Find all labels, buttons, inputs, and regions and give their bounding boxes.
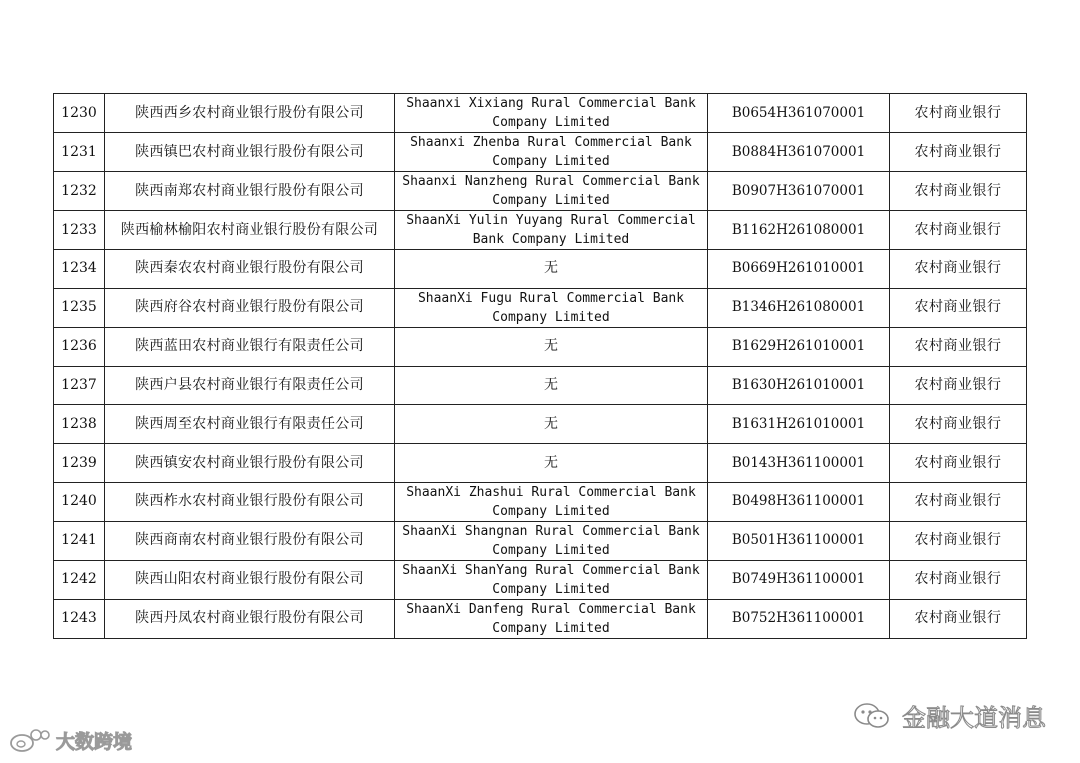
institution-type-cell: 农村商业银行 — [890, 133, 1027, 172]
english-name-line: Company Limited — [492, 309, 610, 325]
table-row — [54, 172, 1027, 211]
english-name-cell — [395, 327, 708, 366]
english-name-line: Bank Company Limited — [472, 232, 630, 247]
institution-type-cell: 农村商业银行 — [890, 327, 1027, 366]
chinese-name-cell: 陕西秦农农村商业银行股份有限公司 — [105, 250, 395, 289]
institution-code-cell: B0907H361070001 — [708, 172, 890, 211]
table-row — [54, 599, 1027, 638]
institution-code-cell: B0752H361100001 — [708, 599, 890, 638]
english-name-cell — [395, 172, 708, 211]
table-row — [54, 288, 1027, 327]
serial-number-cell: 1239 — [54, 444, 105, 483]
english-name-line: Shaanxi Nanzheng Rural Commercial Bank — [402, 174, 700, 189]
english-name-line: Shaanxi Xixiang Rural Commercial Bank — [406, 96, 696, 111]
serial-number-cell: 1230 — [54, 94, 105, 133]
english-name-line: 无 — [544, 415, 558, 432]
institution-code-cell: B1630H261010001 — [708, 366, 890, 405]
english-name-cell — [395, 405, 708, 444]
english-name-line: Company Limited — [492, 581, 610, 597]
table-row — [54, 366, 1027, 405]
chinese-name-cell: 陕西户县农村商业银行有限责任公司 — [105, 366, 395, 405]
chinese-name-cell: 陕西榆林榆阳农村商业银行股份有限公司 — [105, 211, 395, 250]
english-name-line: ShaanXi Fugu Rural Commercial Bank — [417, 290, 685, 306]
serial-number-cell: 1241 — [54, 521, 105, 560]
institution-code-cell: B1162H261080001 — [708, 211, 890, 250]
english-name-cell — [395, 211, 708, 250]
chinese-name-cell: 陕西周至农村商业银行有限责任公司 — [105, 405, 395, 444]
institution-code-cell: B0654H361070001 — [708, 94, 890, 133]
institution-type-cell: 农村商业银行 — [890, 560, 1027, 599]
english-name-cell — [395, 560, 708, 599]
institution-type-cell: 农村商业银行 — [890, 172, 1027, 211]
institution-code-cell: B0669H261010001 — [708, 250, 890, 289]
chinese-name-cell: 陕西柞水农村商业银行股份有限公司 — [105, 482, 395, 521]
institution-code-cell: B0143H361100001 — [708, 444, 890, 483]
wechat-icon — [852, 701, 892, 731]
serial-number-cell: 1237 — [54, 366, 105, 405]
chinese-name-cell: 陕西镇安农村商业银行股份有限公司 — [105, 444, 395, 483]
institution-code-cell: B0749H361100001 — [708, 560, 890, 599]
institution-type-cell: 农村商业银行 — [890, 405, 1027, 444]
serial-number-cell: 1236 — [54, 327, 105, 366]
english-name-line: ShaanXi Yulin Yuyang Rural Commercial — [406, 213, 696, 228]
english-name-line: Company Limited — [492, 154, 610, 169]
table-body — [54, 94, 1027, 639]
weibo-icon — [8, 726, 50, 754]
english-name-line: Company Limited — [492, 542, 610, 558]
chinese-name-cell: 陕西蓝田农村商业银行有限责任公司 — [105, 327, 395, 366]
chinese-name-cell: 陕西丹凤农村商业银行股份有限公司 — [105, 599, 395, 638]
english-name-line: 无 — [544, 260, 558, 277]
serial-number-cell: 1231 — [54, 133, 105, 172]
serial-number-cell: 1242 — [54, 560, 105, 599]
institution-type-cell: 农村商业银行 — [890, 250, 1027, 289]
english-name-cell — [395, 288, 708, 327]
english-name-line: ShaanXi Danfeng Rural Commercial Bank — [406, 601, 696, 617]
watermark-right — [852, 698, 1046, 733]
chinese-name-cell: 陕西镇巴农村商业银行股份有限公司 — [105, 133, 395, 172]
serial-number-cell: 1240 — [54, 482, 105, 521]
english-name-line: Company Limited — [492, 503, 610, 519]
institution-code-cell: B1346H261080001 — [708, 288, 890, 327]
english-name-line: ShaanXi Zhashui Rural Commercial Bank — [406, 484, 696, 500]
english-name-cell — [395, 250, 708, 289]
serial-number-cell: 1243 — [54, 599, 105, 638]
chinese-name-cell: 陕西西乡农村商业银行股份有限公司 — [105, 94, 395, 133]
table-row — [54, 327, 1027, 366]
chinese-name-cell: 陕西商南农村商业银行股份有限公司 — [105, 521, 395, 560]
english-name-line: Company Limited — [492, 620, 610, 636]
serial-number-cell: 1232 — [54, 172, 105, 211]
english-name-line: Shaanxi Zhenba Rural Commercial Bank — [410, 135, 692, 150]
english-name-cell — [395, 521, 708, 560]
english-name-line: ShaanXi ShanYang Rural Commercial Bank — [402, 562, 700, 578]
english-name-cell — [395, 444, 708, 483]
english-name-line: Company Limited — [492, 115, 610, 130]
english-name-line: ShaanXi Shangnan Rural Commercial Bank — [402, 523, 700, 539]
institution-type-cell: 农村商业银行 — [890, 482, 1027, 521]
table-row — [54, 482, 1027, 521]
institution-type-cell: 农村商业银行 — [890, 599, 1027, 638]
english-name-cell — [395, 94, 708, 133]
english-name-line: 无 — [544, 338, 558, 355]
table-row — [54, 444, 1027, 483]
english-name-line: 无 — [544, 376, 558, 393]
table-row — [54, 250, 1027, 289]
watermark-right-text: 金融大道消息 — [902, 704, 1046, 732]
institution-type-cell: 农村商业银行 — [890, 366, 1027, 405]
english-name-cell — [395, 482, 708, 521]
institution-code-cell: B1631H261010001 — [708, 405, 890, 444]
english-name-cell — [395, 133, 708, 172]
watermark-left — [8, 726, 132, 754]
table-row — [54, 521, 1027, 560]
institution-type-cell: 农村商业银行 — [890, 444, 1027, 483]
chinese-name-cell: 陕西府谷农村商业银行股份有限公司 — [105, 288, 395, 327]
chinese-name-cell: 陕西山阳农村商业银行股份有限公司 — [105, 560, 395, 599]
english-name-cell — [395, 599, 708, 638]
institution-code-cell: B0884H361070001 — [708, 133, 890, 172]
institution-code-cell: B0498H361100001 — [708, 482, 890, 521]
institution-code-cell: B1629H261010001 — [708, 327, 890, 366]
chinese-name-cell: 陕西南郑农村商业银行股份有限公司 — [105, 172, 395, 211]
serial-number-cell: 1238 — [54, 405, 105, 444]
serial-number-cell: 1235 — [54, 288, 105, 327]
serial-number-cell: 1234 — [54, 250, 105, 289]
watermark-left-text: 大数跨境 — [56, 730, 133, 753]
serial-number-cell: 1233 — [54, 211, 105, 250]
table-row — [54, 560, 1027, 599]
bank-register-table — [53, 93, 1027, 639]
table-row — [54, 133, 1027, 172]
english-name-cell — [395, 366, 708, 405]
institution-type-cell: 农村商业银行 — [890, 211, 1027, 250]
table-row — [54, 94, 1027, 133]
table-row — [54, 211, 1027, 250]
institution-type-cell: 农村商业银行 — [890, 94, 1027, 133]
english-name-line: 无 — [544, 454, 558, 471]
table-row — [54, 405, 1027, 444]
institution-code-cell: B0501H361100001 — [708, 521, 890, 560]
english-name-line: Company Limited — [492, 193, 610, 208]
institution-type-cell: 农村商业银行 — [890, 288, 1027, 327]
institution-type-cell: 农村商业银行 — [890, 521, 1027, 560]
